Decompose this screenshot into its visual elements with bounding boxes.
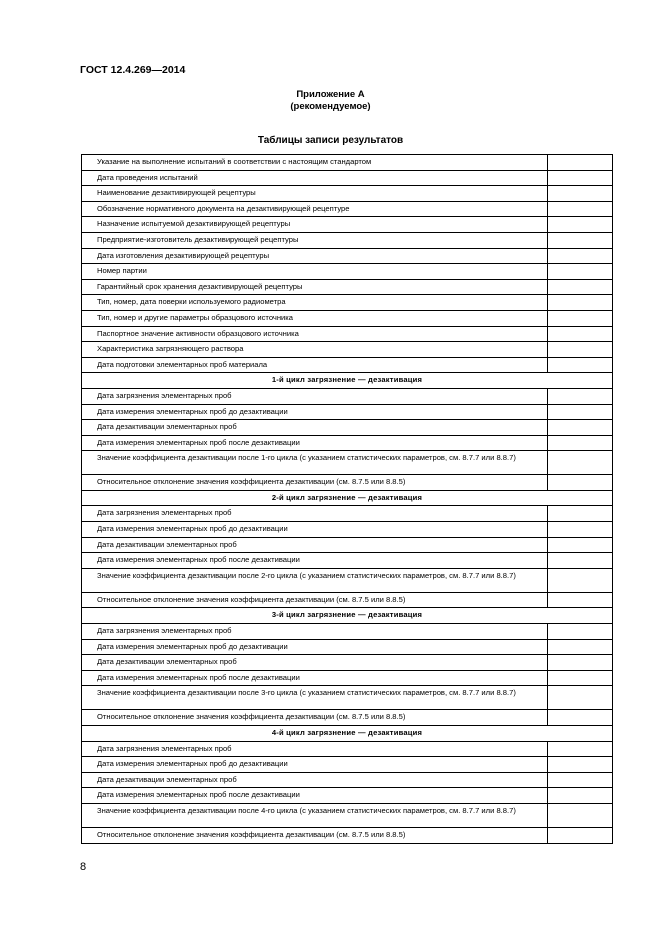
row-label: Относительное отклонение значения коэффициента дезактивации (см. 8.7.5 или 8.8.5)	[82, 475, 548, 491]
cycle-title: 2-й цикл загрязнение — дезактивация	[82, 490, 613, 506]
value-cell[interactable]	[548, 655, 613, 671]
table-row	[82, 710, 613, 726]
table-row	[82, 670, 613, 686]
table-row	[82, 475, 613, 491]
table-row	[82, 639, 613, 655]
row-label: Дата измерения элементарных проб до дезактивации	[82, 757, 548, 773]
value-cell[interactable]	[548, 710, 613, 726]
value-cell[interactable]	[548, 217, 613, 233]
value-cell[interactable]	[548, 475, 613, 491]
cycle-title: 3-й цикл загрязнение — дезактивация	[82, 608, 613, 624]
table-row	[82, 342, 613, 358]
value-cell[interactable]	[548, 404, 613, 420]
value-cell[interactable]	[548, 357, 613, 373]
row-label: Указание на выполнение испытаний в соответствии с настоящим стандартом	[82, 155, 548, 171]
row-label: Дата загрязнения элементарных проб	[82, 624, 548, 640]
row-label: Дата изготовления дезактивирующей рецептуры	[82, 248, 548, 264]
table-row	[82, 295, 613, 311]
row-label: Дата загрязнения элементарных проб	[82, 741, 548, 757]
row-label: Дата измерения элементарных проб до дезактивации	[82, 639, 548, 655]
table-row	[82, 655, 613, 671]
value-cell[interactable]	[548, 326, 613, 342]
value-cell[interactable]	[548, 522, 613, 538]
value-cell[interactable]	[548, 201, 613, 217]
value-cell[interactable]	[548, 624, 613, 640]
cycle-title: 4-й цикл загрязнение — дезактивация	[82, 726, 613, 742]
table-row	[82, 506, 613, 522]
value-cell[interactable]	[548, 788, 613, 804]
row-label: Дата измерения элементарных проб до дезактивации	[82, 522, 548, 538]
table-row	[82, 217, 613, 233]
results-table-body	[82, 155, 613, 844]
cycle-header-row	[82, 490, 613, 506]
table-row	[82, 537, 613, 553]
value-cell[interactable]	[548, 803, 613, 827]
row-label: Значение коэффициента дезактивации после 2-го цикла (с указанием статистических параметров, см. 8.7.7 или 8.8.7)	[82, 568, 548, 592]
cycle-header-row	[82, 726, 613, 742]
value-cell[interactable]	[548, 506, 613, 522]
row-label: Дата дезактивации элементарных проб	[82, 772, 548, 788]
value-cell[interactable]	[548, 639, 613, 655]
table-row	[82, 404, 613, 420]
row-label: Дата дезактивации элементарных проб	[82, 420, 548, 436]
table-row	[82, 757, 613, 773]
appendix-title: Приложение А	[296, 89, 365, 100]
row-label: Тип, номер, дата поверки используемого радиометра	[82, 295, 548, 311]
row-label: Назначение испытуемой дезактивирующей рецептуры	[82, 217, 548, 233]
table-row	[82, 592, 613, 608]
value-cell[interactable]	[548, 155, 613, 171]
table-row	[82, 201, 613, 217]
results-table	[81, 154, 613, 844]
table-row	[82, 568, 613, 592]
value-cell[interactable]	[548, 342, 613, 358]
table-row	[82, 279, 613, 295]
value-cell[interactable]	[548, 248, 613, 264]
value-cell[interactable]	[548, 772, 613, 788]
row-label: Дата дезактивации элементарных проб	[82, 655, 548, 671]
value-cell[interactable]	[548, 435, 613, 451]
row-label: Дата загрязнения элементарных проб	[82, 388, 548, 404]
value-cell[interactable]	[548, 451, 613, 475]
table-row	[82, 357, 613, 373]
table-row	[82, 155, 613, 171]
value-cell[interactable]	[548, 686, 613, 710]
row-label: Значение коэффициента дезактивации после 3-го цикла (с указанием статистических параметров, см. 8.7.7 или 8.8.7)	[82, 686, 548, 710]
row-label: Дата дезактивации элементарных проб	[82, 537, 548, 553]
value-cell[interactable]	[548, 553, 613, 569]
row-label: Номер партии	[82, 264, 548, 280]
table-row	[82, 170, 613, 186]
table-row	[82, 186, 613, 202]
row-label: Значение коэффициента дезактивации после 4-го цикла (с указанием статистических параметров, см. 8.7.7 или 8.8.7)	[82, 803, 548, 827]
value-cell[interactable]	[548, 170, 613, 186]
page-number: 8	[80, 861, 87, 873]
row-label: Дата измерения элементарных проб после дезактивации	[82, 553, 548, 569]
value-cell[interactable]	[548, 295, 613, 311]
row-label: Дата измерения элементарных проб после дезактивации	[82, 435, 548, 451]
cycle-header-row	[82, 608, 613, 624]
row-label: Дата измерения элементарных проб после дезактивации	[82, 788, 548, 804]
table-row	[82, 451, 613, 475]
row-label: Относительное отклонение значения коэффициента дезактивации (см. 8.7.5 или 8.8.5)	[82, 827, 548, 843]
table-row	[82, 553, 613, 569]
cycle-title: 1-й цикл загрязнение — дезактивация	[82, 373, 613, 389]
table-row	[82, 788, 613, 804]
row-label: Дата измерения элементарных проб после дезактивации	[82, 670, 548, 686]
table-row	[82, 248, 613, 264]
row-label: Наименование дезактивирующей рецептуры	[82, 186, 548, 202]
table-row	[82, 420, 613, 436]
row-label: Предприятие-изготовитель дезактивирующей рецептуры	[82, 232, 548, 248]
appendix-subtitle: (рекомендуемое)	[290, 101, 371, 112]
document-code: ГОСТ 12.4.269—2014	[80, 64, 186, 76]
table-row	[82, 686, 613, 710]
row-label: Дата загрязнения элементарных проб	[82, 506, 548, 522]
row-label: Паспортное значение активности образцового источника	[82, 326, 548, 342]
table-row	[82, 827, 613, 843]
value-cell[interactable]	[548, 186, 613, 202]
value-cell[interactable]	[548, 310, 613, 326]
row-label: Относительное отклонение значения коэффициента дезактивации (см. 8.7.5 или 8.8.5)	[82, 710, 548, 726]
row-label: Обозначение нормативного документа на дезактивирующей рецептуре	[82, 201, 548, 217]
table-row	[82, 310, 613, 326]
table-row	[82, 264, 613, 280]
table-row	[82, 326, 613, 342]
value-cell[interactable]	[548, 741, 613, 757]
value-cell[interactable]	[548, 568, 613, 592]
row-label: Относительное отклонение значения коэффициента дезактивации (см. 8.7.5 или 8.8.5)	[82, 592, 548, 608]
table-row	[82, 435, 613, 451]
value-cell[interactable]	[548, 757, 613, 773]
value-cell[interactable]	[548, 670, 613, 686]
row-label: Значение коэффициента дезактивации после 1-го цикла (с указанием статистических параметров, см. 8.7.7 или 8.8.7)	[82, 451, 548, 475]
value-cell[interactable]	[548, 264, 613, 280]
row-label: Дата измерения элементарных проб до дезактивации	[82, 404, 548, 420]
table-row	[82, 772, 613, 788]
row-label: Дата проведения испытаний	[82, 170, 548, 186]
table-row	[82, 624, 613, 640]
table-row	[82, 741, 613, 757]
value-cell[interactable]	[548, 827, 613, 843]
table-row	[82, 388, 613, 404]
value-cell[interactable]	[548, 232, 613, 248]
table-row	[82, 522, 613, 538]
row-label: Тип, номер и другие параметры образцового источника	[82, 310, 548, 326]
value-cell[interactable]	[548, 279, 613, 295]
table-row	[82, 803, 613, 827]
value-cell[interactable]	[548, 592, 613, 608]
value-cell[interactable]	[548, 537, 613, 553]
table-row	[82, 232, 613, 248]
row-label: Характеристика загрязняющего раствора	[82, 342, 548, 358]
value-cell[interactable]	[548, 388, 613, 404]
value-cell[interactable]	[548, 420, 613, 436]
cycle-header-row	[82, 373, 613, 389]
table-title: Таблицы записи результатов	[257, 135, 404, 146]
row-label: Дата подготовки элементарных проб материала	[82, 357, 548, 373]
row-label: Гарантийный срок хранения дезактивирующей рецептуры	[82, 279, 548, 295]
